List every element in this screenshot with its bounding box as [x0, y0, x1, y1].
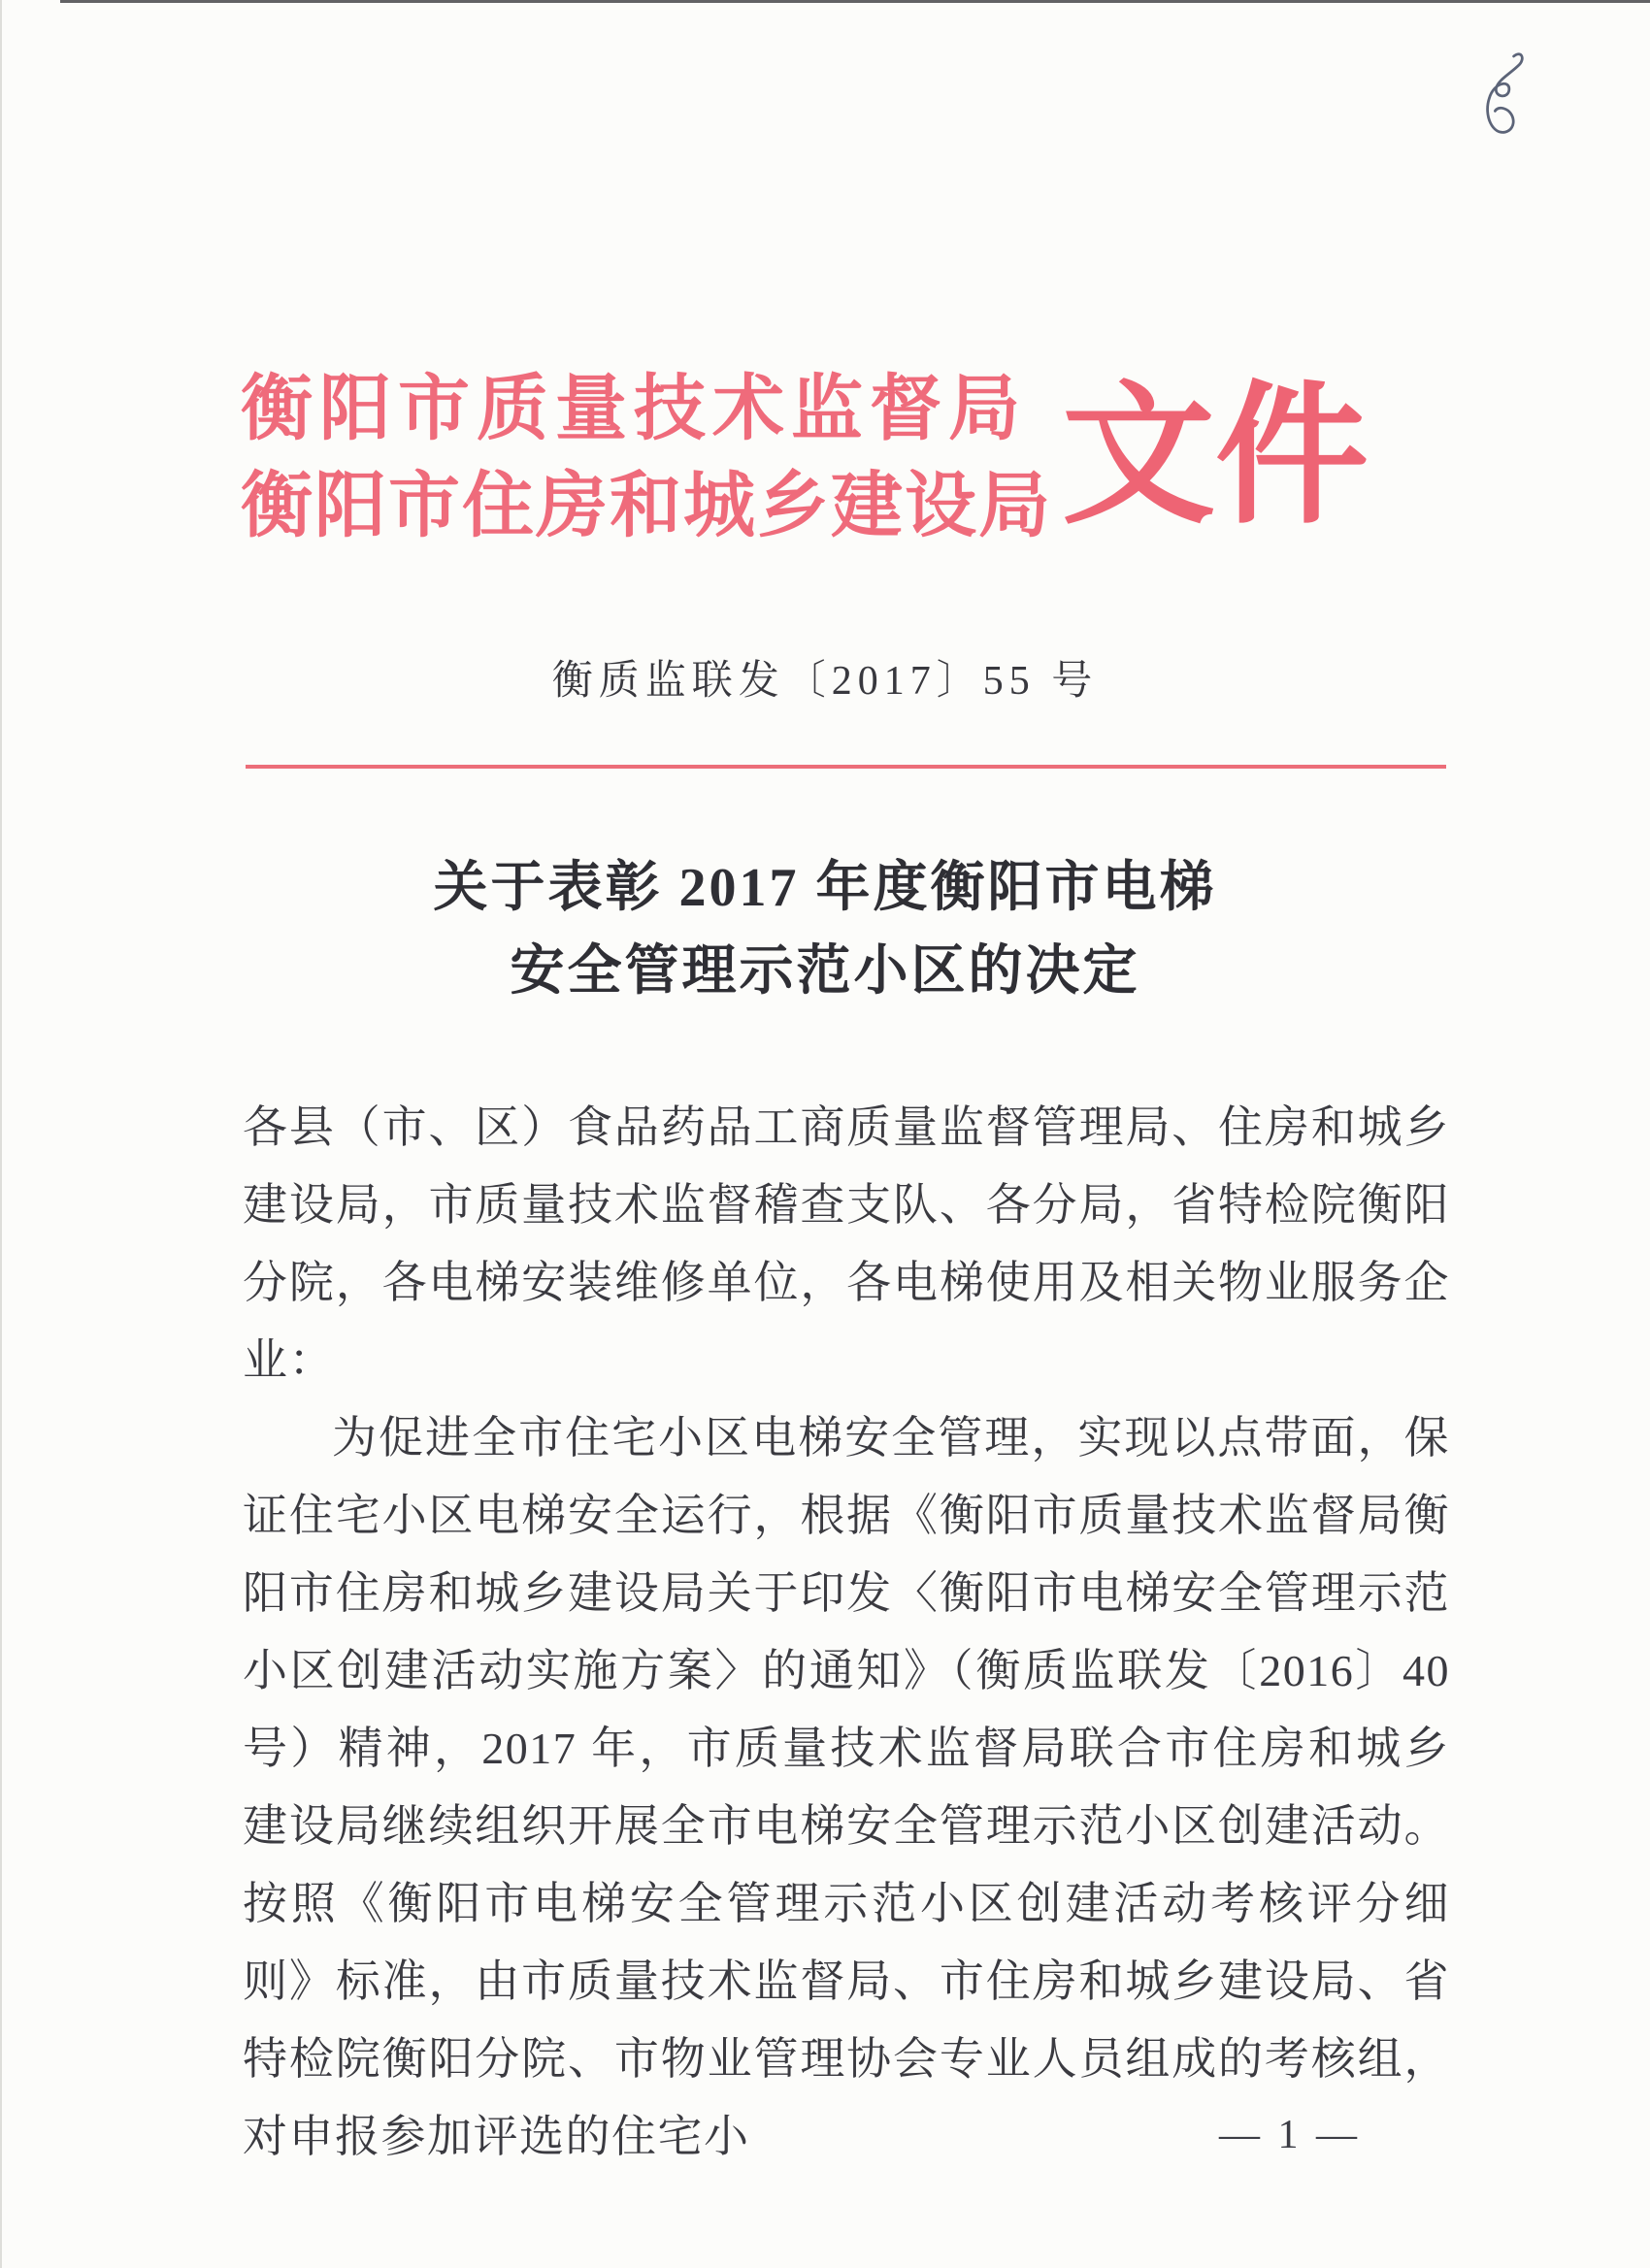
body-paragraph-1: 为促进全市住宅小区电梯安全管理，实现以点带面，保证住宅小区电梯安全运行，根据《衡阳市质量技术监督局衡阳市住房和城乡建设局关于印发〈衡阳市电梯安全管理示范小区创建活动实施方案〉的通知》（衡质监联发〔2016〕40 号）精神，2017 年，市质量技术监督局联合市住房和城乡建设局继续组织开展全市电梯安全管理示范小区创建活动。按照《衡阳市电梯安全管理示范小区创建活动考核评分细则》标准，由市质量技术监督局、市住房和城乡建设局、省特检院衡阳分院、市物业管理协会专业人员组成的考核组，对申报参加评选的住宅小: [243, 1413, 1450, 2161]
document-title-line2: 安全管理示范小区的决定: [510, 941, 1140, 1002]
handwritten-8-mark: [1477, 50, 1532, 144]
document-letterhead: [241, 361, 1369, 555]
scan-top-edge-artifact: [60, 0, 1650, 3]
salutation-paragraph: 各县（市、区）食品药品工商质量监督管理局、住房和城乡建设局，市质量技术监督稽查支队、各分局，省特检院衡阳分院，各电梯安装维修单位，各电梯使用及相关物业服务企业：: [243, 1102, 1450, 1385]
org-name-housing-construction-bureau: 衡阳市住房和城乡建设局: [241, 467, 1052, 546]
page-number: — 1 —: [1219, 2113, 1361, 2157]
document-title-line1: 关于表彰 2017 年度衡阳市电梯: [433, 858, 1217, 918]
issuing-organizations: [241, 361, 1052, 555]
document-body: [243, 1089, 1450, 2176]
document-type-label: 文件: [1062, 373, 1369, 542]
org-name-quality-supervision-bureau: 衡阳市质量技术监督局: [241, 370, 1027, 449]
document-title: [0, 846, 1650, 1013]
letterhead-divider-rule: [246, 765, 1446, 769]
document-reference-number: 衡质监联发〔2017〕55 号: [551, 659, 1099, 704]
scan-left-edge-artifact: [0, 0, 2, 2268]
